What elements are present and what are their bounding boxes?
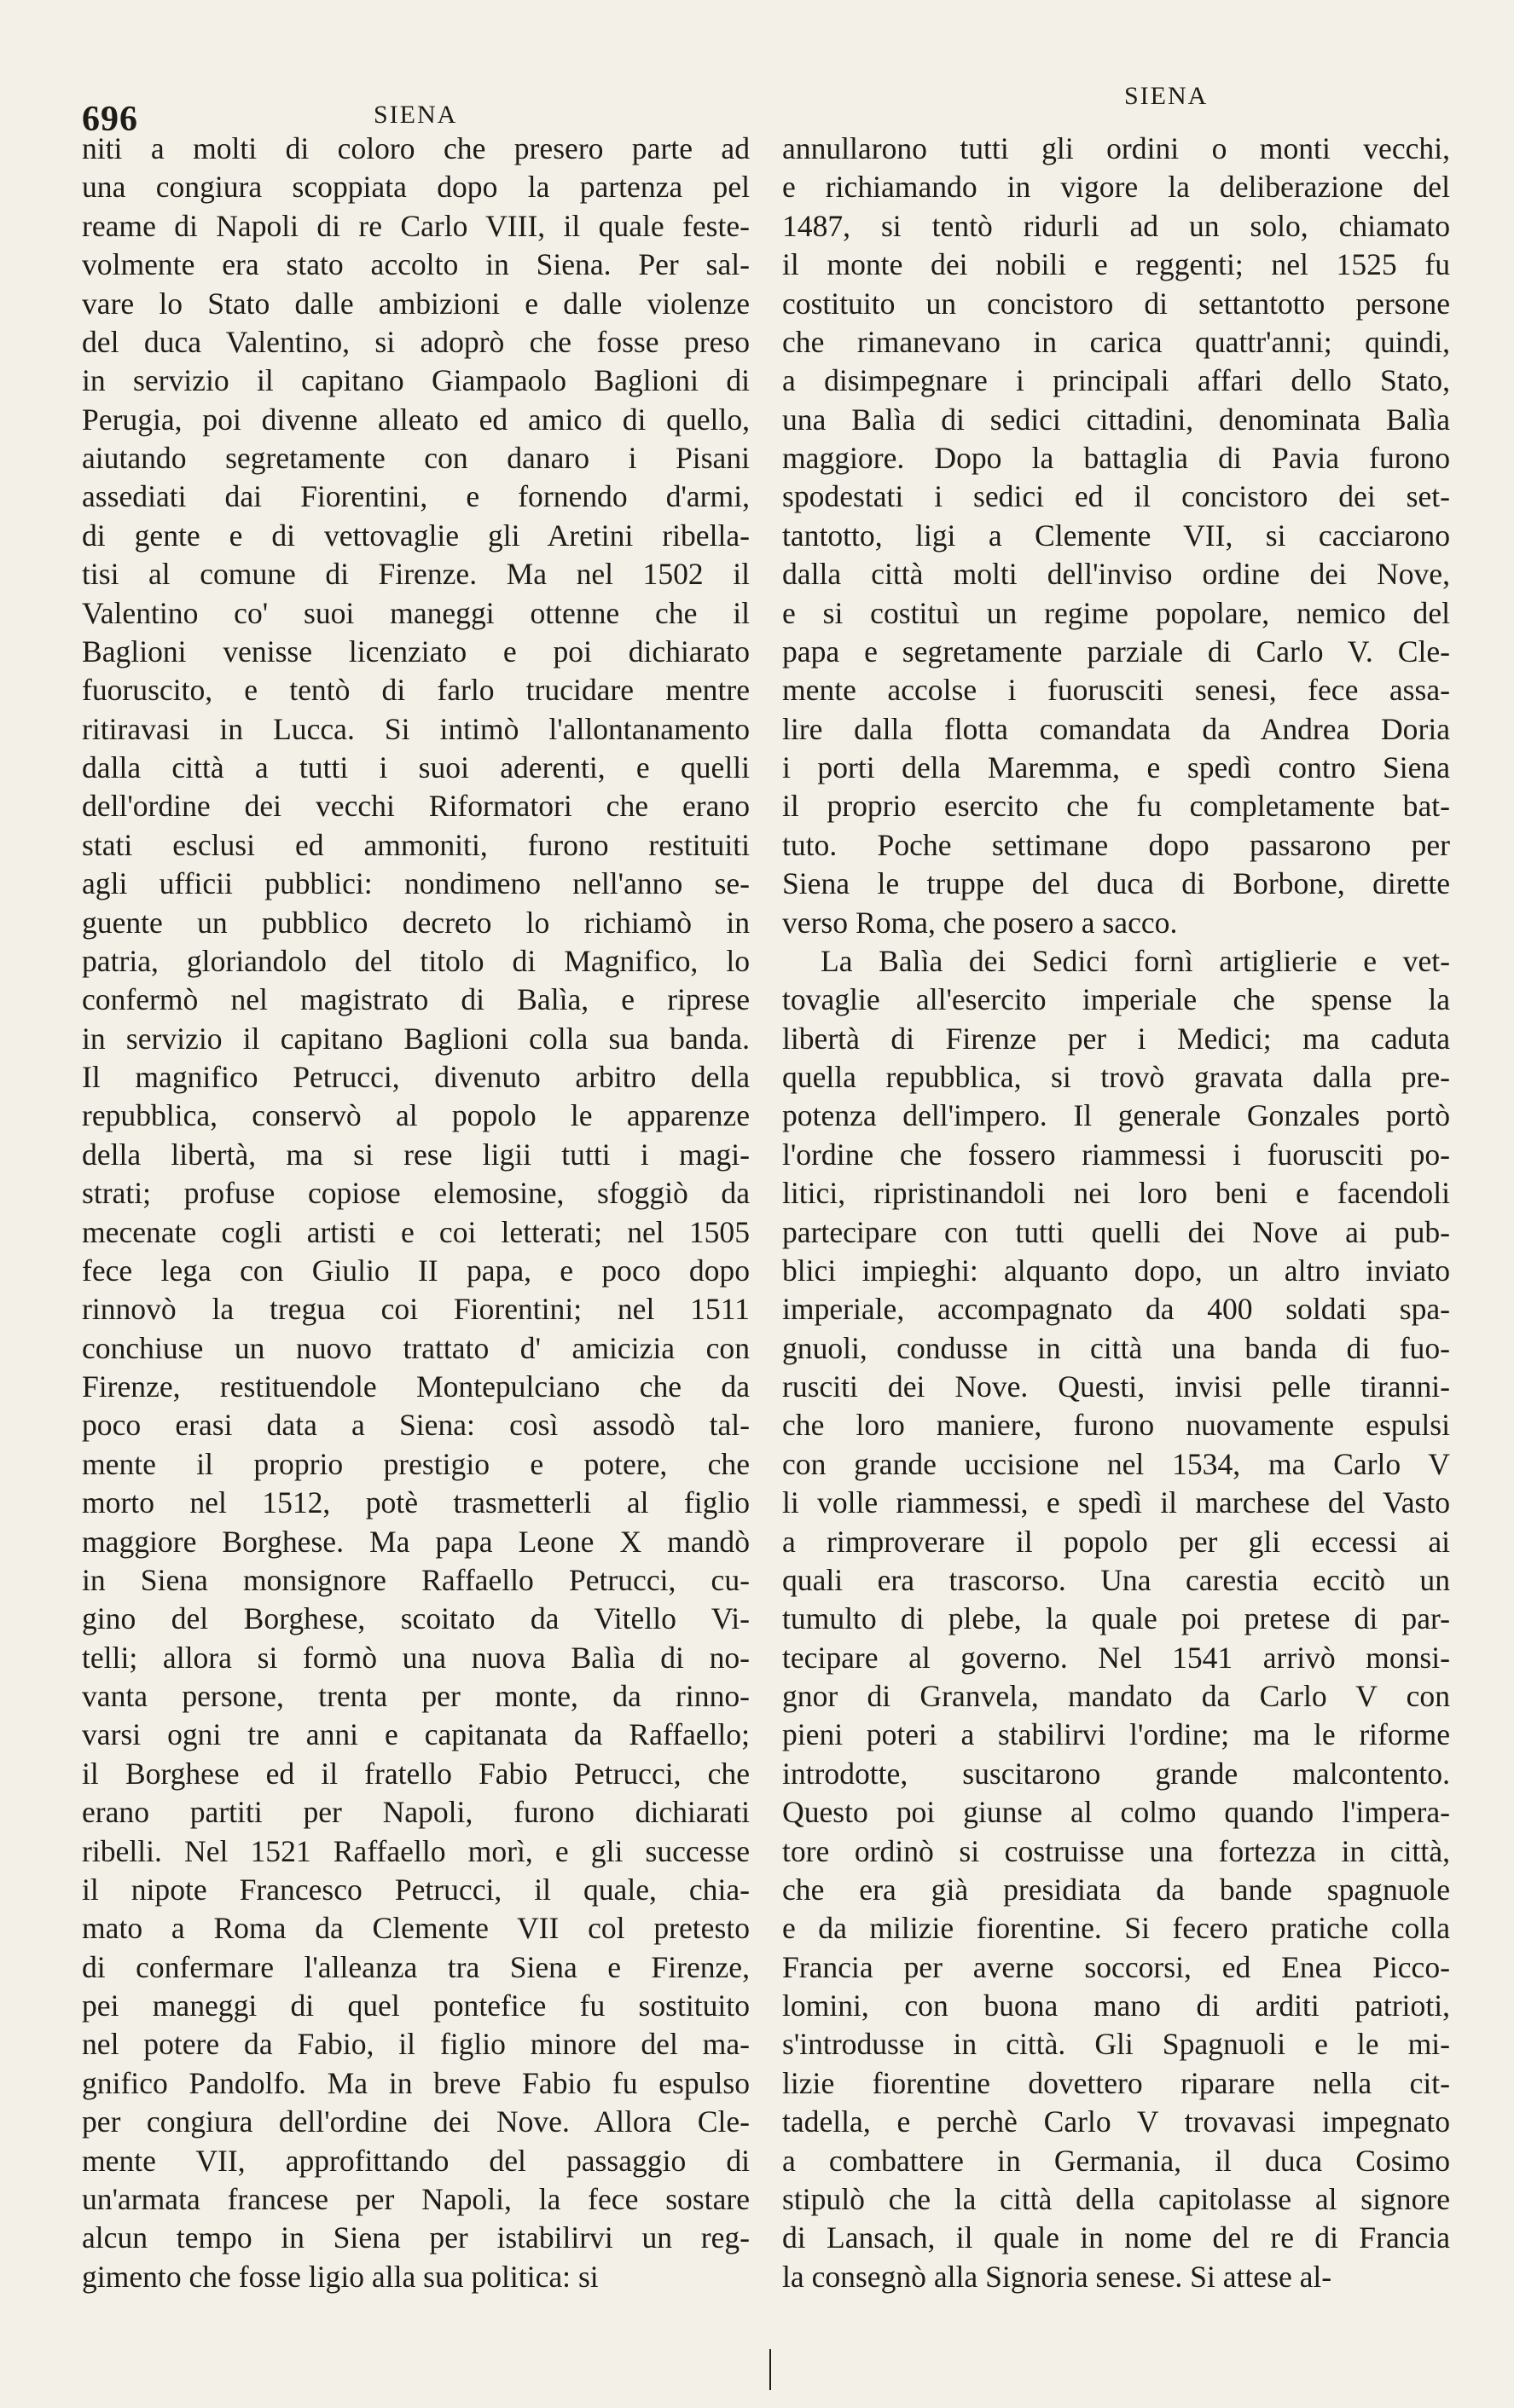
right-text-column	[782, 130, 1450, 2296]
text-line: Francia per averne soccorsi, ed Enea Picco-	[782, 1949, 1450, 1984]
text-line: il Borghese ed il fratello Fabio Petrucci, che	[82, 1756, 750, 1791]
page-number: 696	[82, 100, 138, 139]
text-line: volmente era stato accolto in Siena. Per sal-	[82, 247, 750, 282]
text-line: strati; profuse copiose elemosine, sfoggiò da	[82, 1176, 750, 1211]
text-line: vare lo Stato dalle ambizioni e dalle violenze	[82, 286, 750, 321]
text-line: ribelli. Nel 1521 Raffaello morì, e gli successe	[82, 1833, 750, 1868]
text-line: il monte dei nobili e reggenti; nel 1525 fu	[782, 247, 1450, 282]
text-line: niti a molti di coloro che presero parte ad	[82, 131, 750, 165]
text-line: repubblica, conservò al popolo le apparenze	[82, 1098, 750, 1133]
text-line: di Lansach, il quale in nome del re di Francia	[782, 2220, 1450, 2255]
text-line: stipulò che la città della capitolasse al signore	[782, 2181, 1450, 2216]
text-line: di confermare l'alleanza tra Siena e Firenze,	[82, 1949, 750, 1984]
text-line: lire dalla flotta comandata da Andrea Doria	[782, 711, 1450, 746]
text-line: tovaglie all'esercito imperiale che spense la	[782, 982, 1450, 1017]
text-line: morto nel 1512, potè trasmetterli al figlio	[82, 1485, 750, 1520]
text-line: introdotte, suscitarono grande malcontento.	[782, 1756, 1450, 1791]
text-line: il proprio esercito che fu completamente bat-	[782, 789, 1450, 824]
text-line: maggiore. Dopo la battaglia di Pavia furono	[782, 441, 1450, 475]
text-line: Perugia, poi divenne alleato ed amico di quello,	[82, 402, 750, 437]
text-line: un'armata francese per Napoli, la fece sostare	[82, 2181, 750, 2216]
text-line: Questo poi giunse al colmo quando l'impera-	[782, 1795, 1450, 1830]
text-line: Valentino co' suoi maneggi ottenne che il	[82, 595, 750, 630]
text-line: fuoruscito, e tentò di farlo trucidare mentre	[82, 673, 750, 708]
text-line: tadella, e perchè Carlo V trovavasi impegnato	[782, 2104, 1450, 2139]
text-line: e richiamando in vigore la deliberazione del	[782, 170, 1450, 205]
text-line: del duca Valentino, si adoprò che fosse preso	[82, 324, 750, 359]
text-line: tantotto, ligi a Clemente VII, si cacciarono	[782, 518, 1450, 553]
text-line: mente accolse i fuorusciti senesi, fece assa-	[782, 673, 1450, 708]
text-line: in Siena monsignore Raffaello Petrucci, cu-	[82, 1562, 750, 1597]
text-line: s'introdusse in città. Gli Spagnuoli e le mi-	[782, 2027, 1450, 2062]
text-line: gnuoli, condusse in città una banda di fuo-	[782, 1330, 1450, 1365]
text-line: mecenate cogli artisti e coi letterati; nel 1505	[82, 1214, 750, 1249]
text-line: gimento che fosse ligio alla sua politica: si	[82, 2259, 599, 2294]
text-line: a disimpegnare i principali affari dello Stato,	[782, 363, 1450, 398]
text-line: blici impieghi: alquanto dopo, un altro inviato	[782, 1253, 1450, 1288]
text-line: reame di Napoli di re Carlo VIII, il quale feste-	[82, 208, 750, 243]
text-line: erano partiti per Napoli, furono dichiarati	[82, 1795, 750, 1830]
text-line: tisi al comune di Firenze. Ma nel 1502 il	[82, 557, 750, 592]
text-line: partecipare con tutti quelli dei Nove ai pub-	[782, 1214, 1450, 1249]
text-line: costituito un concistoro di settantotto persone	[782, 286, 1450, 321]
text-line: che loro maniere, furono nuovamente espulsi	[782, 1408, 1450, 1443]
text-line: verso Roma, che posero a sacco.	[782, 905, 1178, 940]
text-line: annullarono tutti gli ordini o monti vecchi,	[782, 131, 1450, 165]
text-line: dell'ordine dei vecchi Riformatori che erano	[82, 789, 750, 824]
text-line: i porti della Maremma, e spedì contro Siena	[782, 750, 1450, 784]
text-line: dalla città molti dell'inviso ordine dei Nove,	[782, 557, 1450, 592]
text-line: quella repubblica, si trovò gravata dalla pre-	[782, 1060, 1450, 1094]
text-line: a rimproverare il popolo per gli eccessi ai	[782, 1524, 1450, 1559]
left-text-column	[82, 130, 750, 2296]
text-line: che rimanevano in carica quattr'anni; quindi,	[782, 324, 1450, 359]
text-line: La Balìa dei Sedici fornì artiglierie e vet-	[821, 943, 1450, 978]
text-line: mato a Roma da Clemente VII col pretesto	[82, 1911, 750, 1946]
left-running-head: SIENA	[374, 101, 458, 129]
text-line: agli ufficii pubblici: nondimeno nell'anno se-	[82, 866, 750, 901]
text-line: in servizio il capitano Giampaolo Baglioni di	[82, 363, 750, 398]
text-line: conchiuse un nuovo trattato d' amicizia con	[82, 1330, 750, 1365]
text-line: tuto. Poche settimane dopo passarono per	[782, 827, 1450, 862]
text-line: con grande uccisione nel 1534, ma Carlo V	[782, 1446, 1450, 1481]
text-line: rusciti dei Nove. Questi, invisi pelle tiranni-	[782, 1369, 1450, 1404]
text-line: confermò nel magistrato di Balìa, e riprese	[82, 982, 750, 1017]
text-line: il nipote Francesco Petrucci, il quale, chia-	[82, 1872, 750, 1907]
text-line: telli; allora si formò una nuova Balìa di no-	[82, 1640, 750, 1675]
text-line: imperiale, accompagnato da 400 soldati spa-	[782, 1292, 1450, 1327]
text-line: assediati dai Fiorentini, e fornendo d'armi,	[82, 479, 750, 514]
text-line: mente VII, approfittando del passaggio di	[82, 2143, 750, 2178]
text-line: papa e segretamente parziale di Carlo V. Cle-	[782, 634, 1450, 669]
text-line: lomini, con buona mano di arditi patrioti,	[782, 1988, 1450, 2023]
text-line: l'ordine che fossero riammessi i fuorusciti po-	[782, 1137, 1450, 1172]
text-line: patria, gloriandolo del titolo di Magnifico, lo	[82, 943, 750, 978]
text-line: la consegnò alla Signoria senese. Si attese al-	[782, 2259, 1332, 2294]
text-line: di gente e di vettovaglie gli Aretini ribella-	[82, 518, 750, 553]
text-line: della libertà, ma si rese ligii tutti i magi-	[82, 1137, 750, 1172]
text-line: Siena le truppe del duca di Borbone, dirette	[782, 866, 1450, 901]
text-line: li volle riammessi, e spedì il marchese del Vasto	[782, 1485, 1450, 1520]
text-line: Baglioni venisse licenziato e poi dichiarato	[82, 634, 750, 669]
text-line: tore ordinò si costruisse una fortezza in città,	[782, 1833, 1450, 1868]
text-line: libertà di Firenze per i Medici; ma caduta	[782, 1021, 1450, 1056]
text-line: pei maneggi di quel pontefice fu sostituito	[82, 1988, 750, 2023]
text-line: per congiura dell'ordine dei Nove. Allora Cle-	[82, 2104, 750, 2139]
text-line: maggiore Borghese. Ma papa Leone X mandò	[82, 1524, 750, 1559]
text-line: gnifico Pandolfo. Ma in breve Fabio fu espulso	[82, 2065, 750, 2100]
text-line: e da milizie fiorentine. Si fecero pratiche colla	[782, 1911, 1450, 1946]
text-line: lizie fiorentine dovettero riparare nella cit-	[782, 2065, 1450, 2100]
text-line: vanta persone, trenta per monte, da rinno-	[82, 1679, 750, 1713]
text-line: una congiura scoppiata dopo la partenza pel	[82, 170, 750, 205]
text-line: rinnovò la tregua coi Fiorentini; nel 1511	[82, 1292, 750, 1327]
text-line: 1487, si tentò ridurli ad un solo, chiamato	[782, 208, 1450, 243]
text-line: fece lega con Giulio II papa, e poco dopo	[82, 1253, 750, 1288]
column-rule	[769, 2349, 771, 2390]
text-line: ritiravasi in Lucca. Si intimò l'allontanamento	[82, 711, 750, 746]
text-line: nel potere da Fabio, il figlio minore del ma-	[82, 2027, 750, 2062]
text-line: e si costituì un regime popolare, nemico del	[782, 595, 1450, 630]
text-line: mente il proprio prestigio e potere, che	[82, 1446, 750, 1481]
text-line: potenza dell'impero. Il generale Gonzales portò	[782, 1098, 1450, 1133]
text-line: varsi ogni tre anni e capitanata da Raffaello;	[82, 1717, 750, 1752]
text-line: tumulto di plebe, la quale poi pretese di par-	[782, 1601, 1450, 1636]
text-line: gino del Borghese, scoitato da Vitello Vi-	[82, 1601, 750, 1636]
text-line: a combattere in Germania, il duca Cosimo	[782, 2143, 1450, 2178]
text-line: stati esclusi ed ammoniti, furono restituiti	[82, 827, 750, 862]
text-line: poco erasi data a Siena: così assodò tal-	[82, 1408, 750, 1443]
text-line: tecipare al governo. Nel 1541 arrivò monsi-	[782, 1640, 1450, 1675]
text-line: gnor di Granvela, mandato da Carlo V con	[782, 1679, 1450, 1713]
text-line: pieni poteri a stabilirvi l'ordine; ma le riforme	[782, 1717, 1450, 1752]
text-line: quali era trascorso. Una carestia eccitò un	[782, 1562, 1450, 1597]
right-running-head: SIENA	[1124, 82, 1209, 110]
text-line: alcun tempo in Siena per istabilirvi un reg-	[82, 2220, 750, 2255]
text-line: dalla città a tutti i suoi aderenti, e quelli	[82, 750, 750, 784]
text-line: aiutando segretamente con danaro i Pisani	[82, 441, 750, 475]
text-line: litici, ripristinandoli nei loro beni e facendoli	[782, 1176, 1450, 1211]
text-line: Il magnifico Petrucci, divenuto arbitro della	[82, 1060, 750, 1094]
text-line: che era già presidiata da bande spagnuole	[782, 1872, 1450, 1907]
text-line: una Balìa di sedici cittadini, denominata Balìa	[782, 402, 1450, 437]
text-line: in servizio il capitano Baglioni colla sua banda.	[82, 1021, 750, 1056]
text-line: Firenze, restituendole Montepulciano che da	[82, 1369, 750, 1404]
text-line: spodestati i sedici ed il concistoro dei set-	[782, 479, 1450, 514]
text-line: guente un pubblico decreto lo richiamò in	[82, 905, 750, 940]
